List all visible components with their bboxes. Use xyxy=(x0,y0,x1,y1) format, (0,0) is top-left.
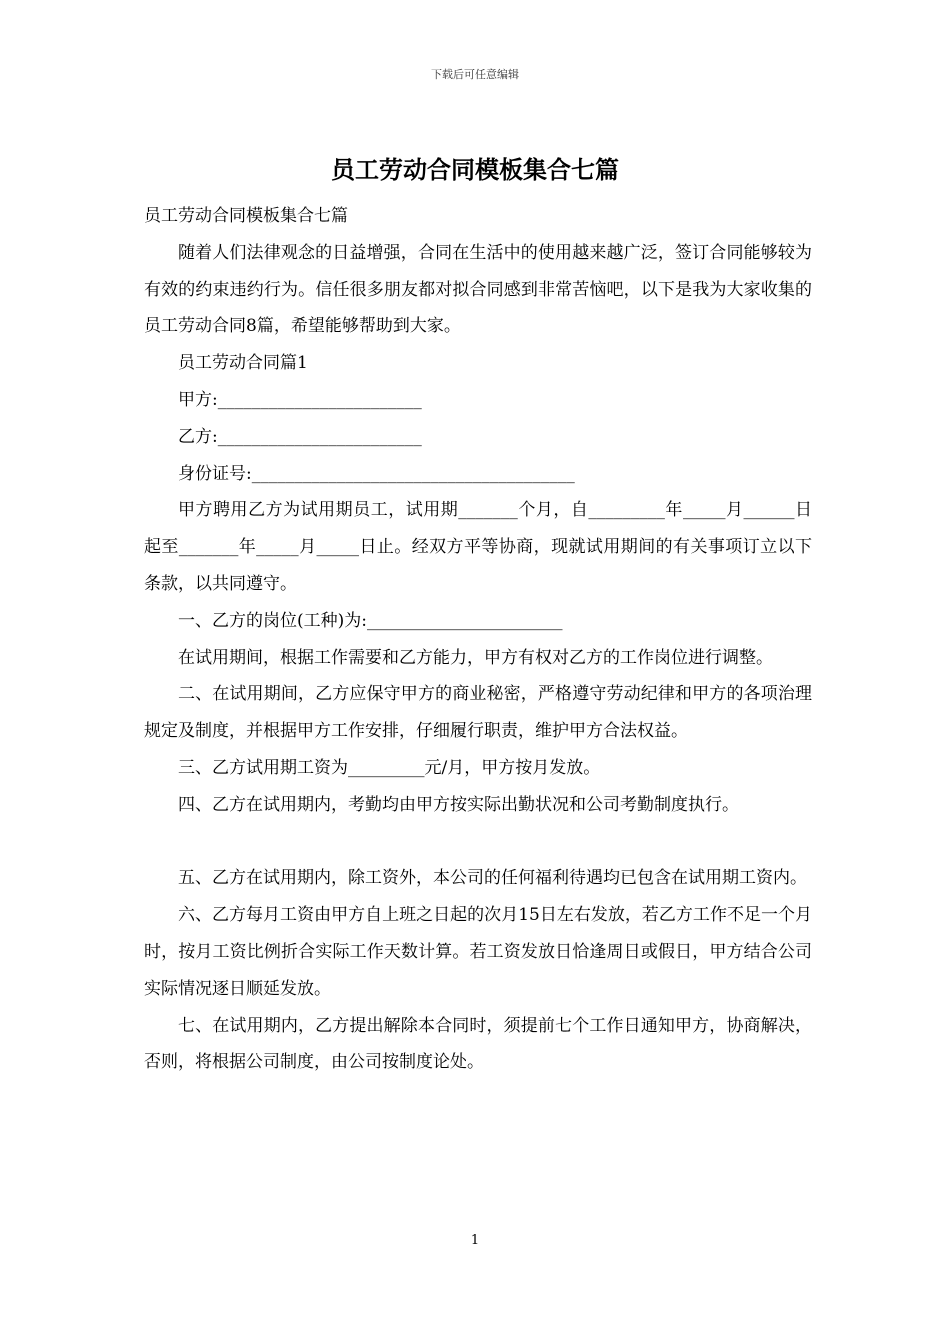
document-title: 员工劳动合同模板集合七篇 xyxy=(331,155,619,184)
clause-6: 六、乙方每月工资由甲方自上班之日起的次月15日左右发放，若乙方工作不足一个月时，按月工资比例折合实际工作天数计算。若工资发放日恰逢周日或假日，甲方结合公司实际情况逐日顺延发放。 xyxy=(144,905,812,999)
probation-paragraph: 甲方聘用乙方为试用期员工，试用期_______个月，自_________年_____月______日起至_______年_____月_____日止。经双方平等协商，现就试用期间的有关事项订立以下条款，以共同遵守。 xyxy=(144,500,812,594)
clause-3: 三、乙方试用期工资为_________元/月，甲方按月发放。 xyxy=(178,757,601,778)
party-a-field: 甲方:________________________ xyxy=(178,389,422,410)
clause-2: 二、在试用期间，乙方应保守甲方的商业秘密，严格遵守劳动纪律和甲方的各项治理规定及制度，并根据甲方工作安排，仔细履行职责，维护甲方合法权益。 xyxy=(144,684,812,742)
id-number-field: 身份证号:______________________________________ xyxy=(178,463,575,484)
document-body xyxy=(144,198,812,1081)
clause-4: 四、乙方在试用期内，考勤均由甲方按实际出勤状况和公司考勤制度执行。 xyxy=(178,794,739,815)
section-heading: 员工劳动合同篇1 xyxy=(178,353,308,374)
clause-1-detail: 在试用期间，根据工作需要和乙方能力，甲方有权对乙方的工作岗位进行调整。 xyxy=(178,647,773,668)
party-b-field: 乙方:________________________ xyxy=(178,426,422,447)
clause-7: 七、在试用期内，乙方提出解除本合同时，须提前七个工作日通知甲方，协商解决，否则，将根据公司制度，由公司按制度论处。 xyxy=(144,1015,812,1073)
header-note: 下载后可任意编辑 xyxy=(431,68,519,81)
intro-paragraph: 随着人们法律观念的日益增强，合同在生活中的使用越来越广泛，签订合同能够较为有效的约束违约行为。信任很多朋友都对拟合同感到非常苦恼吧，以下是我为大家收集的员工劳动合同8篇，希望能够帮助到大家。 xyxy=(144,242,812,337)
subtitle-paragraph: 员工劳动合同模板集合七篇 xyxy=(144,206,348,226)
clause-1: 一、乙方的岗位(工种)为:_______________________ xyxy=(178,610,563,631)
clause-5: 五、乙方在试用期内，除工资外，本公司的任何福利待遇均已包含在试用期工资内。 xyxy=(178,868,807,889)
blank-line xyxy=(144,824,812,861)
page-number: 1 xyxy=(470,1233,480,1248)
